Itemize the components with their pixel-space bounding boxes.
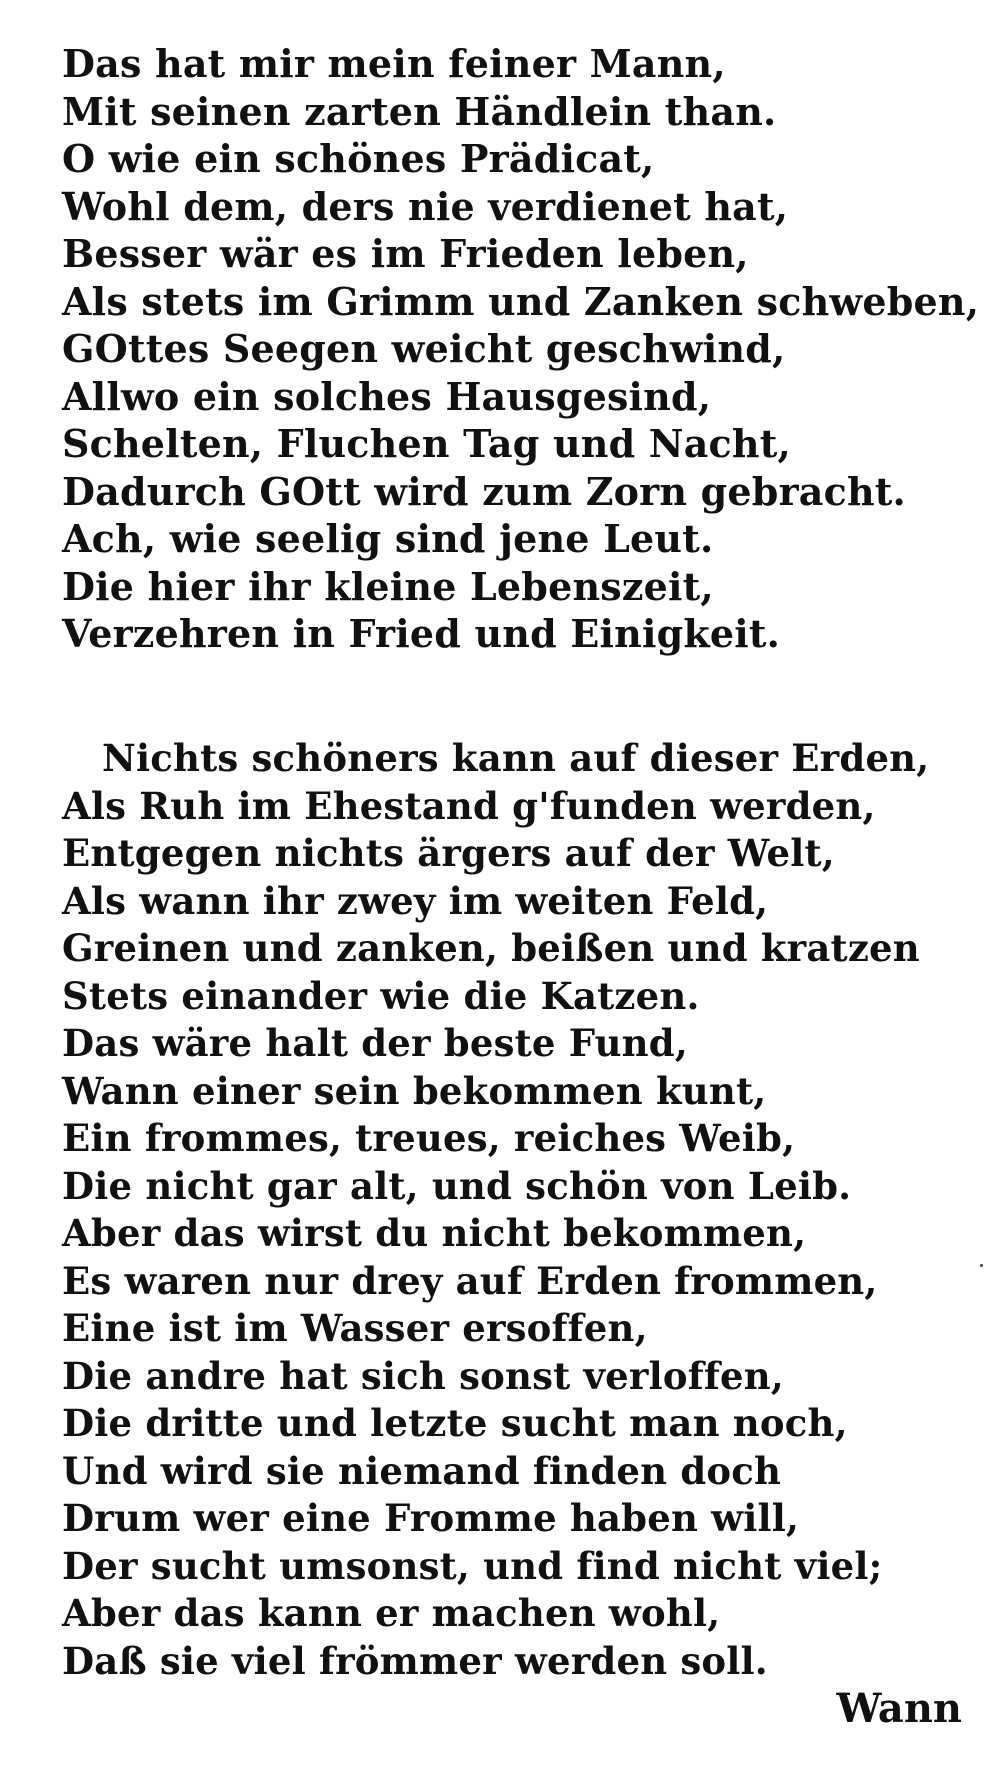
verse-line: Mit seinen zarten Händlein than. — [62, 88, 777, 134]
poem-stanza-1 — [62, 40, 980, 658]
verse-line: Dadurch GOtt wird zum Zorn gebracht. — [62, 468, 906, 514]
verse-line: Die hier ihr kleine Lebenszeit, — [62, 563, 714, 609]
verse-line: GOttes Seegen weicht geschwind, — [62, 326, 786, 371]
verse-line: Allwo ein solches Hausgesind, — [62, 373, 712, 419]
verse-line: Entgegen nichts ärgers auf der Welt, — [62, 831, 835, 875]
verse-line: Wohl dem, ders nie verdienet hat, — [62, 183, 789, 229]
verse-line: Das wäre halt der beste Fund, — [62, 1021, 688, 1065]
verse-line: Stets einander wie die Katzen. — [62, 973, 700, 1018]
verse-line: Die dritte und letzte sucht man noch, — [62, 1401, 848, 1445]
verse-line: Als wann ihr zwey im weiten Feld, — [62, 878, 769, 923]
verse-line: Die nicht gar alt, und schön von Leib. — [62, 1163, 852, 1208]
verse-line: Aber das wirst du nicht bekommen, — [62, 1211, 807, 1255]
verse-line: Verzehren in Fried und Einigkeit. — [62, 611, 781, 656]
verse-line: Ach, wie seelig sind jene Leut. — [62, 516, 714, 561]
catchword: Wann — [836, 1685, 962, 1732]
verse-line: Schelten, Fluchen Tag und Nacht, — [62, 421, 791, 466]
verse-line: Eine ist im Wasser ersoffen, — [62, 1306, 648, 1350]
verse-line: Die andre hat sich sonst verloffen, — [62, 1353, 784, 1398]
ink-speck — [980, 1264, 983, 1267]
verse-line: Ein frommes, treues, reiches Weib, — [62, 1116, 796, 1160]
verse-line: Wann einer sein bekommen kunt, — [62, 1068, 767, 1113]
verse-line: Es waren nur drey auf Erden frommen, — [62, 1258, 878, 1303]
verse-line: Als Ruh im Ehestand g'funden werden, — [62, 783, 876, 828]
verse-line: Und wird sie niemand finden doch — [62, 1448, 782, 1493]
verse-line: Drum wer eine Fromme haben will, — [62, 1496, 800, 1540]
verse-line: Als stets im Grimm und Zanken schweben, — [62, 278, 980, 324]
poem-stanza-2 — [62, 735, 962, 1685]
verse-line: Besser wär es im Frieden leben, — [62, 231, 749, 276]
verse-line: Das hat mir mein feiner Mann, — [62, 41, 726, 86]
verse-line: Aber das kann er machen wohl, — [62, 1591, 721, 1635]
verse-line: Der sucht umsonst, und find nicht viel; — [62, 1543, 883, 1588]
verse-line: Nichts schöners kann auf dieser Erden, — [102, 736, 930, 780]
verse-line: Daß sie viel frömmer werden soll. — [62, 1638, 768, 1683]
verse-line: Greinen und zanken, beißen und kratzen — [62, 926, 920, 970]
verse-line: O wie ein schönes Prädicat, — [62, 136, 655, 181]
